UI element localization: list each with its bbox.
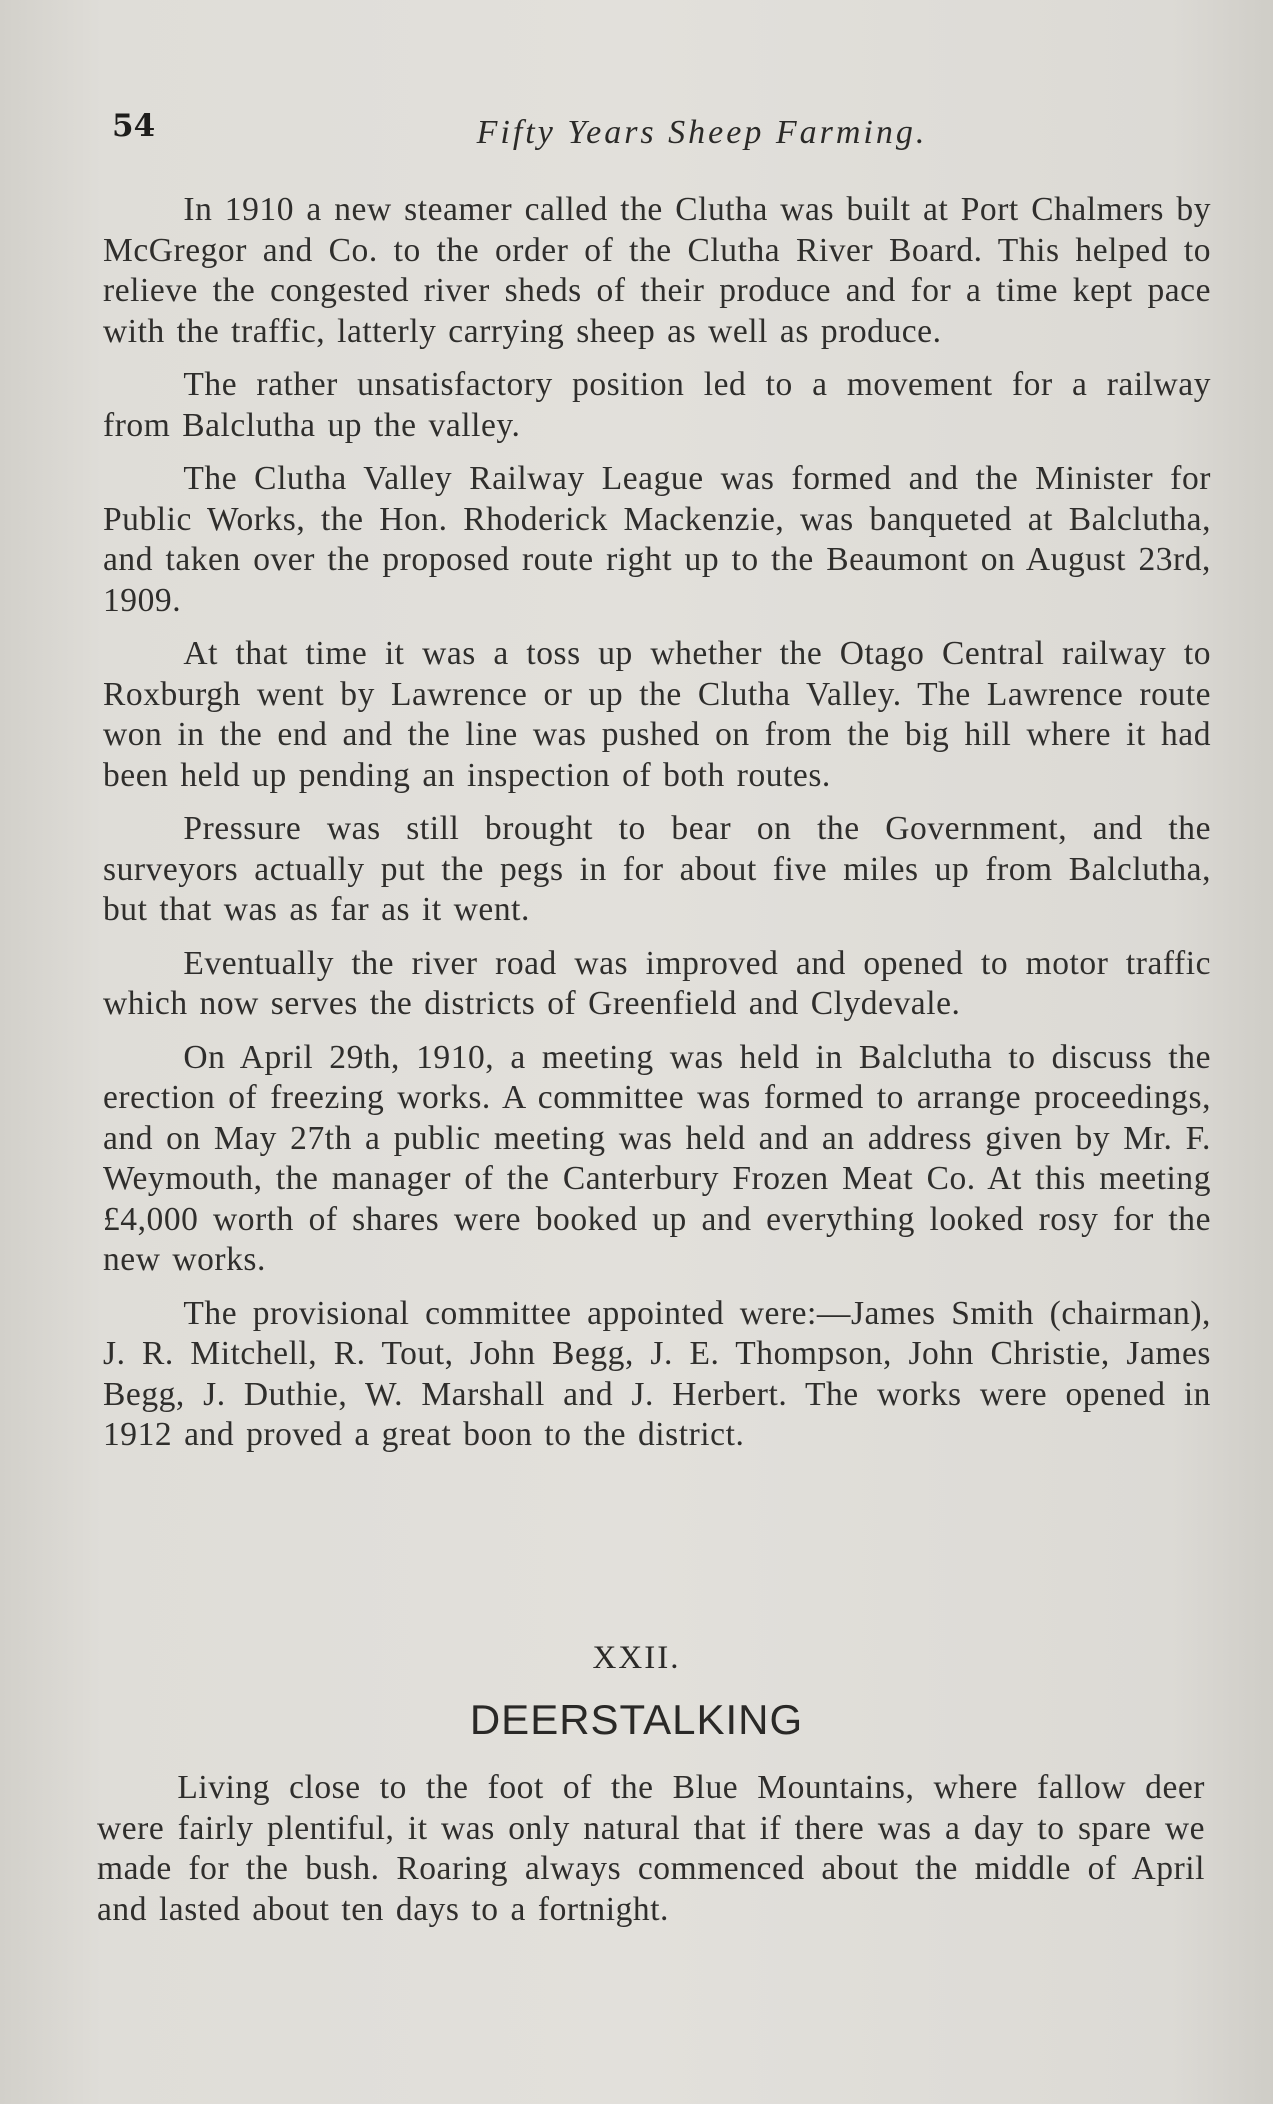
paragraph-railway-movement: The rather unsatisfactory position led to a movement for a railway from Balclutha up the valley.	[103, 366, 1211, 444]
paragraph-pressure: Pressure was still brought to bear on the Government, and the surveyors actually put the pegs in for about five miles up from Balclutha, but that was as far as it went.	[103, 810, 1211, 928]
page-header	[112, 108, 1172, 168]
paragraph-otago-central: At that time it was a toss up whether the Otago Central railway to Roxburgh went by Lawrence or up the Clutha Valley. The Lawrence route won in the end and the line was pushed on from the big hill where it had been held up pending an inspection of both routes.	[103, 635, 1211, 794]
paragraph-deerstalking-intro: Living close to the foot of the Blue Mountains, where fallow deer were fairly plentiful, it was only natural that if there was a day to spare we made for the bush. Roaring always commenced about the middle of April and lasted about ten days to a fortnight.	[97, 1769, 1205, 1928]
chapter-body	[97, 1768, 1205, 1943]
chapter-title: DEERSTALKING	[469, 1696, 804, 1743]
paragraph-railway-league: The Clutha Valley Railway League was formed and the Minister for Public Works, the Hon. Rhoderick Mackenzie, was banqueted at Balclutha, and taken over the proposed route right up to the Beaumont on August 23rd, 1909.	[103, 460, 1211, 619]
paragraph-provisional-committee: The provisional committee appointed were:—James Smith (chairman), J. R. Mitchell, R. Tout, John Begg, J. E. Thompson, John Christie, James Begg, J. Duthie, W. Marshall and J. Herbert. The works were opened in 1912 and proved a great boon to the district.	[103, 1294, 1211, 1453]
paragraph-river-road: Eventually the river road was improved and opened to motor traffic which now serves the districts of Greenfield and Clydevale.	[103, 944, 1211, 1022]
page-number: 54	[112, 108, 156, 144]
running-title: Fifty Years Sheep Farming.	[476, 114, 928, 151]
paragraph-clutha-steamer: In 1910 a new steamer called the Clutha was built at Port Chalmers by McGregor and Co. to the order of the Clutha River Board. This helped to relieve the congested river sheds of their produce and for a time kept pace with the traffic, latterly carrying sheep as well as produce.	[103, 191, 1211, 350]
chapter-number: XXII.	[592, 1640, 681, 1676]
body-text	[103, 190, 1211, 1469]
paragraph-freezing-works: On April 29th, 1910, a meeting was held in Balclutha to discuss the erection of freezing works. A committee was formed to arrange proceedings, and on May 27th a public meeting was held and an address given by Mr. F. Weymouth, the manager of the Canterbury Frozen Meat Co. At this meeting £4,000 worth of shares were booked up and everything looked rosy for the new works.	[103, 1038, 1211, 1278]
